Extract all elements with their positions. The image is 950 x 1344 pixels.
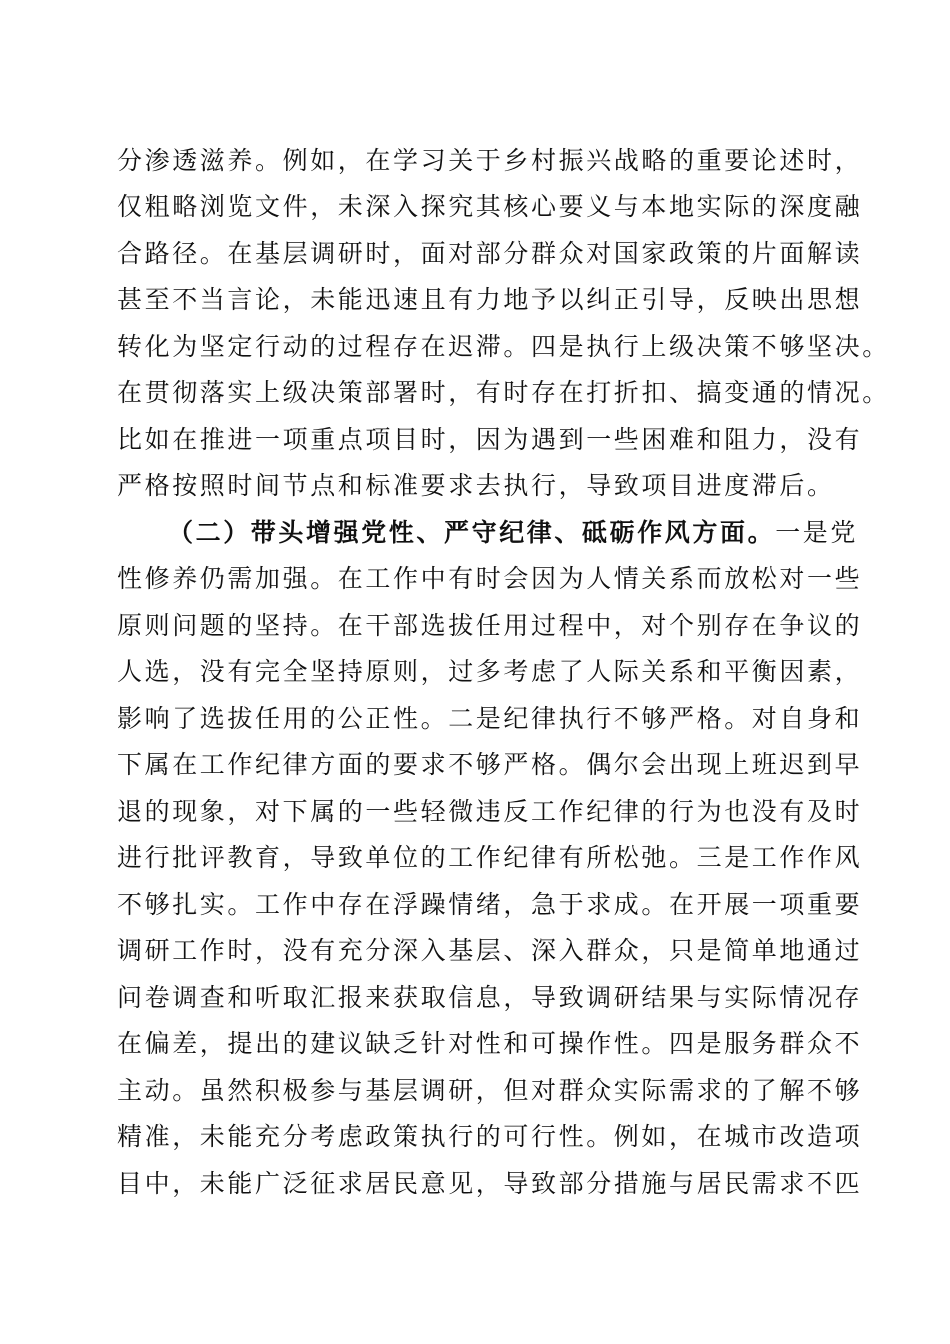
- body-text-line: 仅粗略浏览文件，未深入探究其核心要义与本地实际的深度融: [117, 192, 863, 221]
- body-text-line: 主动。虽然积极参与基层调研，但对群众实际需求的了解不够: [117, 1076, 863, 1105]
- body-text-line: 不够扎实。工作中存在浮躁情绪，急于求成。在开展一项重要: [117, 890, 863, 919]
- body-text-line: 严格按照时间节点和标准要求去执行，导致项目进度滞后。: [117, 471, 835, 500]
- body-text-line: 分渗透滋养。例如，在学习关于乡村振兴战略的重要论述时，: [117, 146, 863, 175]
- body-text-line: 在贯彻落实上级决策部署时，有时存在打折扣、搞变通的情况。: [117, 378, 890, 407]
- body-text-line: 在偏差，提出的建议缺乏针对性和可操作性。四是服务群众不: [117, 1029, 863, 1058]
- body-text-line: 问卷调查和听取汇报来获取信息，导致调研结果与实际情况存: [117, 983, 863, 1012]
- section-heading-line: [168, 510, 859, 556]
- body-text-line: 影响了选拔任用的公正性。二是纪律执行不够严格。对自身和: [117, 704, 863, 733]
- section-heading: （二）带头增强党性、严守纪律、砥砺作风方面。: [168, 518, 776, 547]
- body-text-line: 人选，没有完全坚持原则，过多考虑了人际关系和平衡因素，: [117, 657, 863, 686]
- body-text-line: 下属在工作纪律方面的要求不够严格。偶尔会出现上班迟到早: [117, 750, 863, 779]
- body-text-line: 原则问题的坚持。在干部选拔任用过程中，对个别存在争议的: [117, 611, 863, 640]
- body-text-line: 转化为坚定行动的过程存在迟滞。四是执行上级决策不够坚决。: [117, 332, 890, 361]
- body-text-line: 比如在推进一项重点项目时，因为遇到一些困难和阻力，没有: [117, 425, 863, 454]
- body-text-line: 目中，未能广泛征求居民意见，导致部分措施与居民需求不匹: [117, 1169, 863, 1198]
- body-text-line: 进行批评教育，导致单位的工作纪律有所松弛。三是工作作风: [117, 843, 863, 872]
- body-text-line: 调研工作时，没有充分深入基层、深入群众，只是简单地通过: [117, 936, 863, 965]
- body-text-line: 甚至不当言论，未能迅速且有力地予以纠正引导，反映出思想: [117, 285, 863, 314]
- body-text-line: 合路径。在基层调研时，面对部分群众对国家政策的片面解读: [117, 239, 863, 268]
- body-text-line: 精准，未能充分考虑政策执行的可行性。例如，在城市改造项: [117, 1122, 863, 1151]
- body-text-line: 性修养仍需加强。在工作中有时会因为人情关系而放松对一些: [117, 564, 863, 593]
- section-heading-continuation: 一是党: [775, 518, 859, 547]
- body-text-line: 退的现象，对下属的一些轻微违反工作纪律的行为也没有及时: [117, 797, 863, 826]
